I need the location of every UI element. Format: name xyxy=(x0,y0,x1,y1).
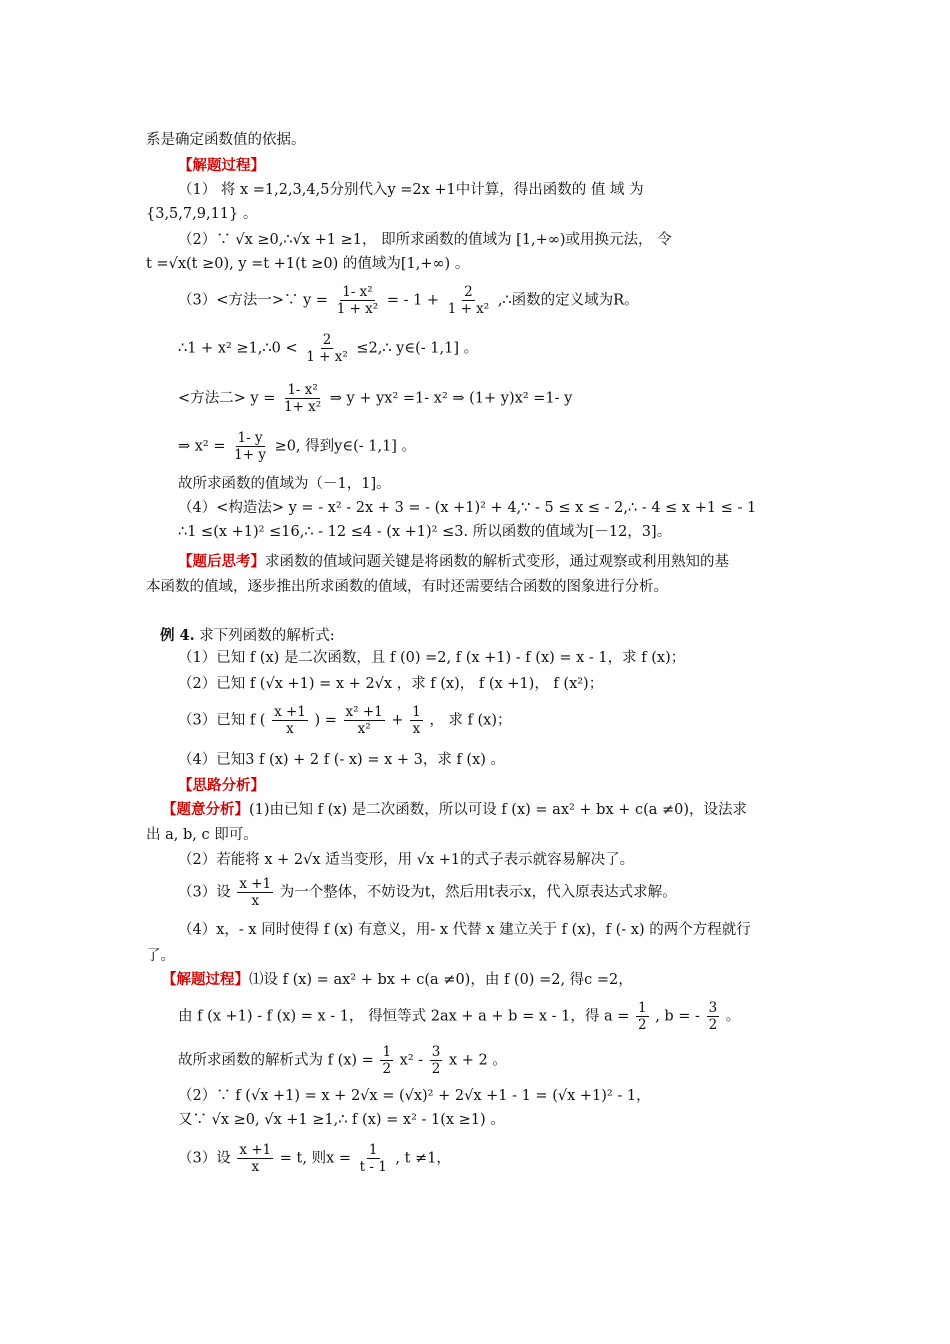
idea-analysis-tag: 【思路分析】 xyxy=(178,777,265,794)
text-line: （2）若能将 x + 2√x 适当变形，用 √x +1的式子表示就容易解决了。 xyxy=(178,852,635,868)
fraction: $\frac{2}{\text{1 + x²}}$ xyxy=(447,284,490,317)
text-line: 【解题过程】⑴设 f (x) = ax² + bx + c(a ≠0)，由 f (0) =2, 得c =2， xyxy=(162,971,633,988)
formula-line: （3）设 $\frac{x +1}{x}$ 为一个整体，不妨设为t，然后用t表示x，代入原表达式求解。 xyxy=(178,876,677,909)
fraction: $\frac{1}{t - 1}$ xyxy=(359,1142,387,1175)
text-line: 又∵ √x ≥0, √x +1 ≥1,∴ f (x) = x² - 1(x ≥1) 。 xyxy=(178,1112,505,1128)
formula-line: （3）已知 f ( $\frac{x +1}{x}$ ) = $\frac{\text{x² +1}}{\text{x²}}$ + $\frac{1}{x}$ ， 求 f (x)； xyxy=(178,704,512,737)
formula-line: ⇒ x² = $\frac{1- y}{1+ y}$ ≥0, 得到y∈(- 1,1] 。 xyxy=(178,430,417,463)
fraction: $\frac{\text{1- x²}}{\text{1 + x²}}$ xyxy=(336,284,379,317)
text-line: （2）已知 f (√x +1) = x + 2√x ，求 f (x)， f (x +1)， f (x²)； xyxy=(178,676,604,692)
fraction: $\frac{\text{1- x²}}{\text{1+ x²}}$ xyxy=(283,382,322,415)
text-line: t =√x(t ≥0), y =t +1(t ≥0) 的值域为[1,+∞) 。 xyxy=(146,256,470,272)
section-heading xyxy=(178,156,265,176)
text-line: （2）∵ f (√x +1) = x + 2√x = (√x)² + 2√x +1 - 1 = (√x +1)² - 1， xyxy=(178,1088,651,1104)
fraction: $\frac{1}{2}$ xyxy=(382,1044,392,1077)
text-line: 【题后思考】求函数的值域问题关键是将函数的解析式变形，通过观察或利用熟知的基 xyxy=(178,553,729,570)
formula-line: 故所求函数的解析式为 f (x) = $\frac{1}{2}$ x² - $\frac{3}{2}$ x + 2 。 xyxy=(178,1044,507,1077)
text-line: 【题意分析】(1)由已知 f (x) 是二次函数，所以可设 f (x) = ax² + bx + c(a ≠0)，设法求 xyxy=(162,801,748,818)
text-line: 系是确定函数值的依据。 xyxy=(146,132,306,148)
section-heading xyxy=(178,776,265,796)
text-line: ∴1 ≤(x +1)² ≤16,∴ - 12 ≤4 - (x +1)² ≤3. 所以函数的值域为[－12，3]。 xyxy=(178,524,672,540)
example-heading: 例 4. 求下列函数的解析式: xyxy=(160,627,335,644)
formula-line: <方法二> y = $\frac{\text{1- x²}}{\text{1+ x²}}$ ⇒ y + yx² =1- x² ⇒ (1+ y)x² =1- y xyxy=(178,382,573,415)
solution-process-tag: 【解题过程】 xyxy=(178,157,265,174)
text-line: 了。 xyxy=(146,948,175,964)
fraction: $\frac{x +1}{x}$ xyxy=(239,1142,272,1175)
text-line: （1） 将 x =1,2,3,4,5分别代入y =2x +1中计算，得出函数的 值 域 为 xyxy=(178,182,644,198)
text-line: （4）<构造法> y = - x² - 2x + 3 = - (x +1)² + 4,∵ - 5 ≤ x ≤ - 2,∴ - 4 ≤ x +1 ≤ - 1 xyxy=(178,500,757,516)
text-line: （2）∵ √x ≥0,∴√x +1 ≥1， 即所求函数的值域为 [1,+∞)或用换元法， 令 xyxy=(178,232,672,248)
question-analysis-tag: 【题意分析】 xyxy=(162,801,249,818)
formula-line: 由 f (x +1) - f (x) = x - 1， 得恒等式 2ax + a + b = x - 1，得 a = $\frac{1}{2}$ , b = - $\frac{3}{2}$ 。 xyxy=(178,1000,741,1033)
formula-line: ∴1 + x² ≥1,∴0 < $\frac{2}{\text{1 + x²}}$ ≤2,∴ y∈(- 1,1] 。 xyxy=(178,332,479,365)
formula-line: （3）设 $\frac{x +1}{x}$ = t, 则x = $\frac{1}{t - 1}$ , t ≠1， xyxy=(178,1142,451,1175)
text-line: （4）已知3 f (x) + 2 f (- x) = x + 3，求 f (x) 。 xyxy=(178,752,506,768)
fraction: $\frac{1- y}{1+ y}$ xyxy=(234,430,266,463)
fraction: $\frac{\text{x² +1}}{\text{x²}}$ xyxy=(345,704,383,737)
reflection-tag: 【题后思考】 xyxy=(178,553,265,570)
text-line: 本函数的值域，逐步推出所求函数的值域，有时还需要结合函数的图象进行分析。 xyxy=(146,579,668,595)
fraction: $\frac{3}{2}$ xyxy=(431,1044,441,1077)
fraction: $\frac{1}{x}$ xyxy=(412,704,421,737)
text-line: （4）x，- x 同时使得 f (x) 有意义，用- x 代替 x 建立关于 f (x)，f (- x) 的两个方程就行 xyxy=(178,922,751,938)
text-line: 故所求函数的值域为（－1，1]。 xyxy=(178,476,391,492)
formula-line: （3）<方法一>∵ y = $\frac{\text{1- x²}}{\text{1 + x²}}$ = - 1 + $\frac{2}{\text{1 + x²}}$ ,∴函数的定义域为R。 xyxy=(178,284,639,317)
fraction: $\frac{x +1}{x}$ xyxy=(274,704,306,737)
fraction: $\frac{1}{2}$ xyxy=(637,1000,647,1033)
fraction: $\frac{x +1}{x}$ xyxy=(239,876,272,909)
fraction: $\frac{2}{\text{1 + x²}}$ xyxy=(306,332,348,365)
text-line: 出 a, b, c 即可。 xyxy=(146,827,258,843)
text-line: {3,5,7,9,11} 。 xyxy=(146,206,258,222)
text-line: （1）已知 f (x) 是二次函数，且 f (0) =2, f (x +1) - f (x) = x - 1，求 f (x)； xyxy=(178,650,686,666)
fraction: $\frac{3}{2}$ xyxy=(708,1000,718,1033)
solution-process-tag-2: 【解题过程】 xyxy=(162,971,249,988)
